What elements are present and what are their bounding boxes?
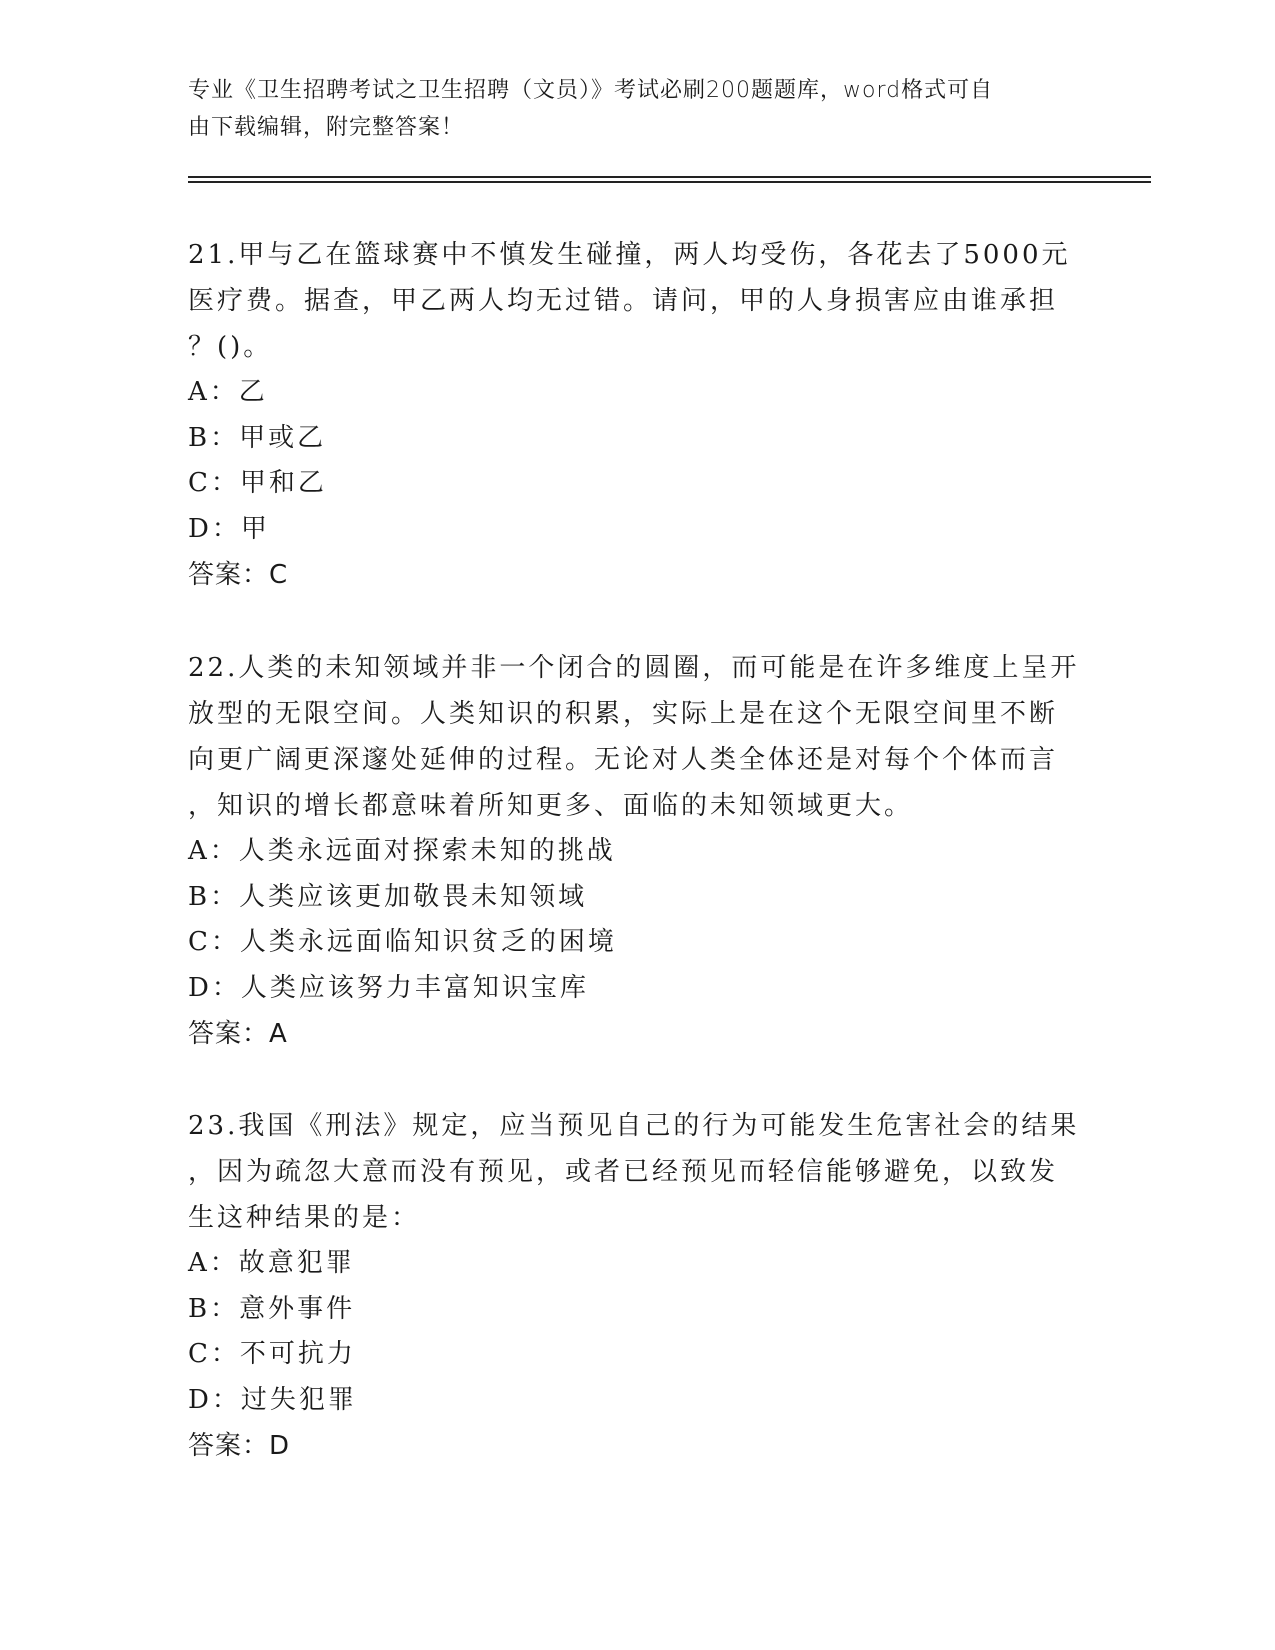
option-b: B：意外事件 bbox=[188, 1293, 356, 1324]
question-text-line: 医疗费。据查，甲乙两人均无过错。请问，甲的人身损害应由谁承担 bbox=[188, 286, 1059, 316]
option-d: D：过失犯罪 bbox=[188, 1384, 357, 1415]
option-d: D：人类应该努力丰富知识宝库 bbox=[188, 972, 589, 1003]
document-header bbox=[188, 72, 1068, 146]
header-divider-top bbox=[188, 176, 1151, 178]
option-c: C：人类永远面临知识贫乏的困境 bbox=[188, 927, 617, 957]
option-b: B：人类应该更加敬畏未知领域 bbox=[188, 881, 588, 912]
option-a: A：人类永远面对探索未知的挑战 bbox=[188, 836, 616, 866]
question-text-line: 22.人类的未知领域并非一个闭合的圆圈，而可能是在许多维度上呈开 bbox=[188, 653, 1080, 683]
question-22 bbox=[188, 645, 1088, 1057]
header-divider-bottom bbox=[188, 181, 1151, 183]
option-a: A：故意犯罪 bbox=[188, 1248, 355, 1278]
answer: 答案：D bbox=[188, 1431, 291, 1461]
question-text-line: 21.甲与乙在篮球赛中不慎发生碰撞，两人均受伤，各花去了5000元 bbox=[188, 240, 1071, 270]
option-d: D：甲 bbox=[188, 513, 270, 544]
answer: 答案：A bbox=[188, 1019, 288, 1049]
question-text-line: ？()。 bbox=[188, 332, 273, 362]
answer: 答案：C bbox=[188, 560, 289, 590]
question-text-line: 放型的无限空间。人类知识的积累，实际上是在这个无限空间里不断 bbox=[188, 699, 1059, 729]
option-a: A：乙 bbox=[188, 377, 268, 407]
option-b: B：甲或乙 bbox=[188, 422, 327, 453]
question-text-line: 向更广阔更深邃处延伸的过程。无论对人类全体还是对每个个体而言 bbox=[188, 745, 1059, 775]
question-text-line: ，知识的增长都意味着所知更多、面临的未知领域更大。 bbox=[188, 791, 914, 821]
option-c: C：不可抗力 bbox=[188, 1339, 356, 1369]
question-text-line: ，因为疏忽大意而没有预见，或者已经预见而轻信能够避免，以致发 bbox=[188, 1157, 1059, 1187]
question-23 bbox=[188, 1103, 1088, 1469]
question-21 bbox=[188, 232, 1088, 598]
header-line-2: 由下载编辑，附完整答案！ bbox=[188, 115, 465, 140]
option-c: C：甲和乙 bbox=[188, 468, 327, 498]
question-text-line: 生这种结果的是： bbox=[188, 1203, 421, 1233]
header-line-1: 专业《卫生招聘考试之卫生招聘（文员）》考试必刷200题题库，word格式可自 bbox=[188, 78, 994, 103]
question-text-line: 23.我国《刑法》规定，应当预见自己的行为可能发生危害社会的结果 bbox=[188, 1111, 1080, 1141]
